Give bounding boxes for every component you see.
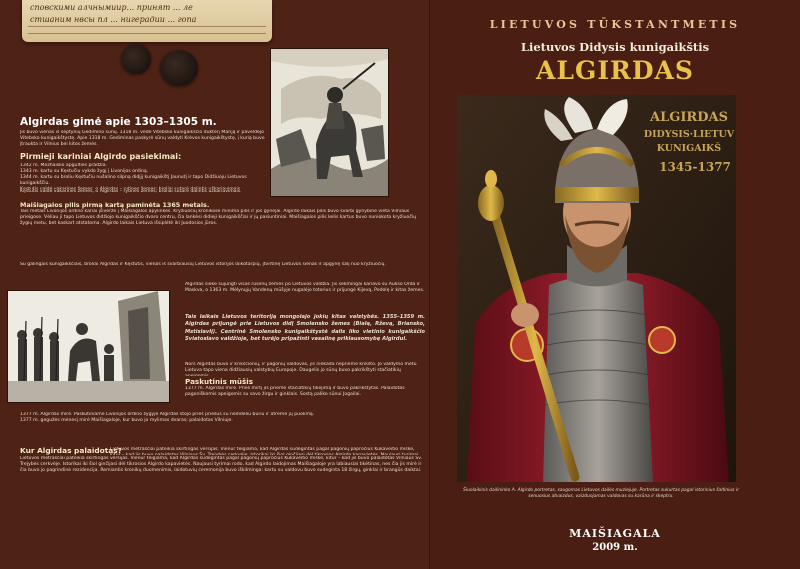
- engraving-court-scene: [7, 290, 170, 403]
- portrait-inscription-line-1: ALGIRDAS: [650, 110, 728, 125]
- heading-buried: Kur Algirdas palaidotas?: [20, 446, 122, 455]
- page-title: ALGIRDAS: [536, 56, 694, 85]
- series-title: LIETUVOS TŪKSTANTMETIS: [489, 18, 741, 31]
- heading-maisiagala: Maišiagalos pilis pirmą kartą paminėta 1365 metais.: [20, 201, 210, 209]
- publication-year: 2009 m.: [592, 542, 638, 553]
- buried-text: Lietuvos metraščiai pateikia skirtingas versijas. Vienur teigiama, kad Algirdas sudegintas pagal pagonių papročius Kukaveitio miške, kitur – kad jis buvo palaidotas Vilniaus Šv. Trejybės cerkvėje. Istorikai iki šiol ginčijasi dėl tikrosios Algirdo kapavietės. Naujausi tyrimai rodo, kad Algirdo laidojimas Maišiagaloje yra labiausiai tikėtinas, nes čia jis mirė ir čia buvo jo pagrindinė rezidencija. Remiantis kronikų duomenimis, laidotuvių ceremonija buvo iškilminga: kartu su valdovu buvo sudeginta 18 žirgų, ginklai ir brangūs daiktai.: [20, 456, 423, 474]
- middle-text: Algirdas siekė sujungti visas rusėnų žemes po Lietuvos valdžia. Jis sėkmingai kariavo su Aukso Orda ir Maskva, o 1363 m. Mėlynųjų Vandenų mūšyje nugalėjo totorius ir prijungė Kijevą, Podolę ir kitas žemes.: [185, 282, 425, 294]
- highlight-text: Tais laikais Lietuvos teritoriją mongolajo jokių kitas valstybės. 1355–1359 m. Algirdas prijungė prie Lietuvos didį Smolensko žemes (Bialą, Rževą, Briansko, Mstislavlį). Centrinė Smolensko kunigaikštystė dalis liko vietinio kunigaikščio Sviatoslavo valdžioje, bet turėjo pripažinti vasalinę priklausomybę Algirdui.: [185, 314, 425, 343]
- parchment-script-line-1: сповскими алчнымиир... принят ... ле: [30, 3, 193, 12]
- wax-seal-icon: [160, 50, 198, 86]
- portrait-caption: Šiuolaikinis dailininko A. Algirdo portretas, saugomas Lietuvos dailės muziejuje. Portretas sukurtas pagal istorinius šaltinius ir senuosius atvaizdus, vaizduojamas valdovas su karūna ir skeptru.: [463, 488, 739, 499]
- parchment-script-line-2: стшаним нвсы пл ... нигерадии ... гопа: [30, 15, 197, 24]
- maisiagala-text: Tais metais Livonijos ordino kariai įsiveržė į Maišiagalos apylinkes. Kryžiuočių kronikose minima pilis ir jos gynėjai. Algirdo laikais pilis buvo svarbi gynybinė vieta Vilniaus prieigose. Vėliau ji tapo Lietuvos didžiojo kunigaikščio dvaro centru, čia lankėsi didieji kunigaikščiai ir jų pasiuntiniai. Maišiagalos pilis kelis kartus buvo nuniokota kryžiuočių žygių metu, bet kaskart atstatoma. Algirdo laikais Lietuva išsiplėtė iki Juodosios jūros.: [20, 209, 417, 227]
- first-achievements-list: [20, 163, 265, 189]
- heading-born: Algirdas gimė apie 1303–1305 m.: [20, 116, 217, 128]
- portrait-inscription-line-4: 1345-1377: [659, 160, 731, 174]
- bottom-text: [20, 412, 425, 440]
- subtitle: Lietuvos Didysis kunigaikštis: [520, 40, 710, 54]
- engraving-horseman: [270, 48, 389, 197]
- heading-last-battle: Paskutinis mūšis: [185, 377, 253, 386]
- buried-text-first-line: Lietuvos metraščiai pateikia skirtingas versijas. Vienur teigiama, kad Algirdas sudegintas pagal pagonių papročius Kukaveitio miške,: [110, 447, 415, 452]
- first-continuation: Kęstutis valdė vakarines žemes, o Algirdas – rytines žemes; broliai sutarė dalintis užkariavimais.: [20, 189, 242, 194]
- bottom-line-1: 1377 m. Algirdas mirė. Paskutiniame Livonijos ordino žygyje Algirdas stojo prieš priešus su nedideliu būriu ir atrėmė jų puolimą.: [20, 412, 315, 417]
- kings-text: Su galingais kunigaikščiais, broliai Algirdas ir Kęstutis, vienas iš svarbiausių Lietuvos istorijos laikotarpių, įtvirtinę Lietuvos sienas ir apgynę šalį nuo kryžiuočių.: [20, 262, 386, 267]
- first-line-2: 1343 m. kartu su Kęstučiu vykdo žygį į Livonijos ordiną.: [20, 169, 149, 175]
- last-battle-text: 1377 m. Algirdas mirė. Prieš mirtį jis priėmė stačiatikių tikėjimą ir buvo pakrikštytas. Palaidotas pagoniškomis apeigomis su savo žirgu ir ginklais. Sostą paliko sūnui Jogailai.: [185, 386, 405, 398]
- portrait-inscription-line-2: DIDYSIS·LIETUV: [643, 129, 735, 140]
- place-name: MAIŠIAGALA: [569, 527, 661, 540]
- portrait-inscription-line-3: KUNIGAIKŠ: [656, 143, 722, 154]
- portrait-algirdas: [457, 95, 736, 482]
- after-highlight-text: Nors Algirdas buvo ir krikščionių, ir pagonių valdovas, jis niekada nepriėmė krikšto. Jo valdymo metu Lietuva tapo viena didžiausių valstybių Europoje. Daugelis jo sūnų buvo pakrikštyti stačiatikių: [185, 362, 417, 374]
- bottom-line-2: 1377 m. gegužės mėnesį mirė Maišiagaloje, kur buvo jo mylimas dvaras; palaidotas Vilniuje.: [20, 418, 233, 424]
- wax-seal-icon: [121, 44, 151, 74]
- parchment-document: [22, 0, 272, 42]
- heading-first-achievements: Pirmieji kariniai Algirdo pasiekimai:: [20, 152, 182, 161]
- first-line-1: 1342 m. Mozhaisko apgulties pradžia.: [20, 163, 107, 168]
- first-line-3: 1344 m. kartu su broliu Kęstučiu nušalino silpną didįjį kunigaikštį Jaunutį ir tapo Didžiuoju Lietuvos kunigaikščiu.: [20, 175, 247, 187]
- intro-text: Jis buvo vienas iš septynių Gedimino sūnų. 1318 m. vedė Vitebsko kunigaikščio dukterį Mariją ir paveldėjo Vitebsko kunigaikštystę. Apie 1318 m. Gediminas paskyrė sūnų valdyti Krėvos kunigaikštystę, į kurią buvo įtraukta ir Vilnius bei kitos žemės.: [20, 130, 265, 148]
